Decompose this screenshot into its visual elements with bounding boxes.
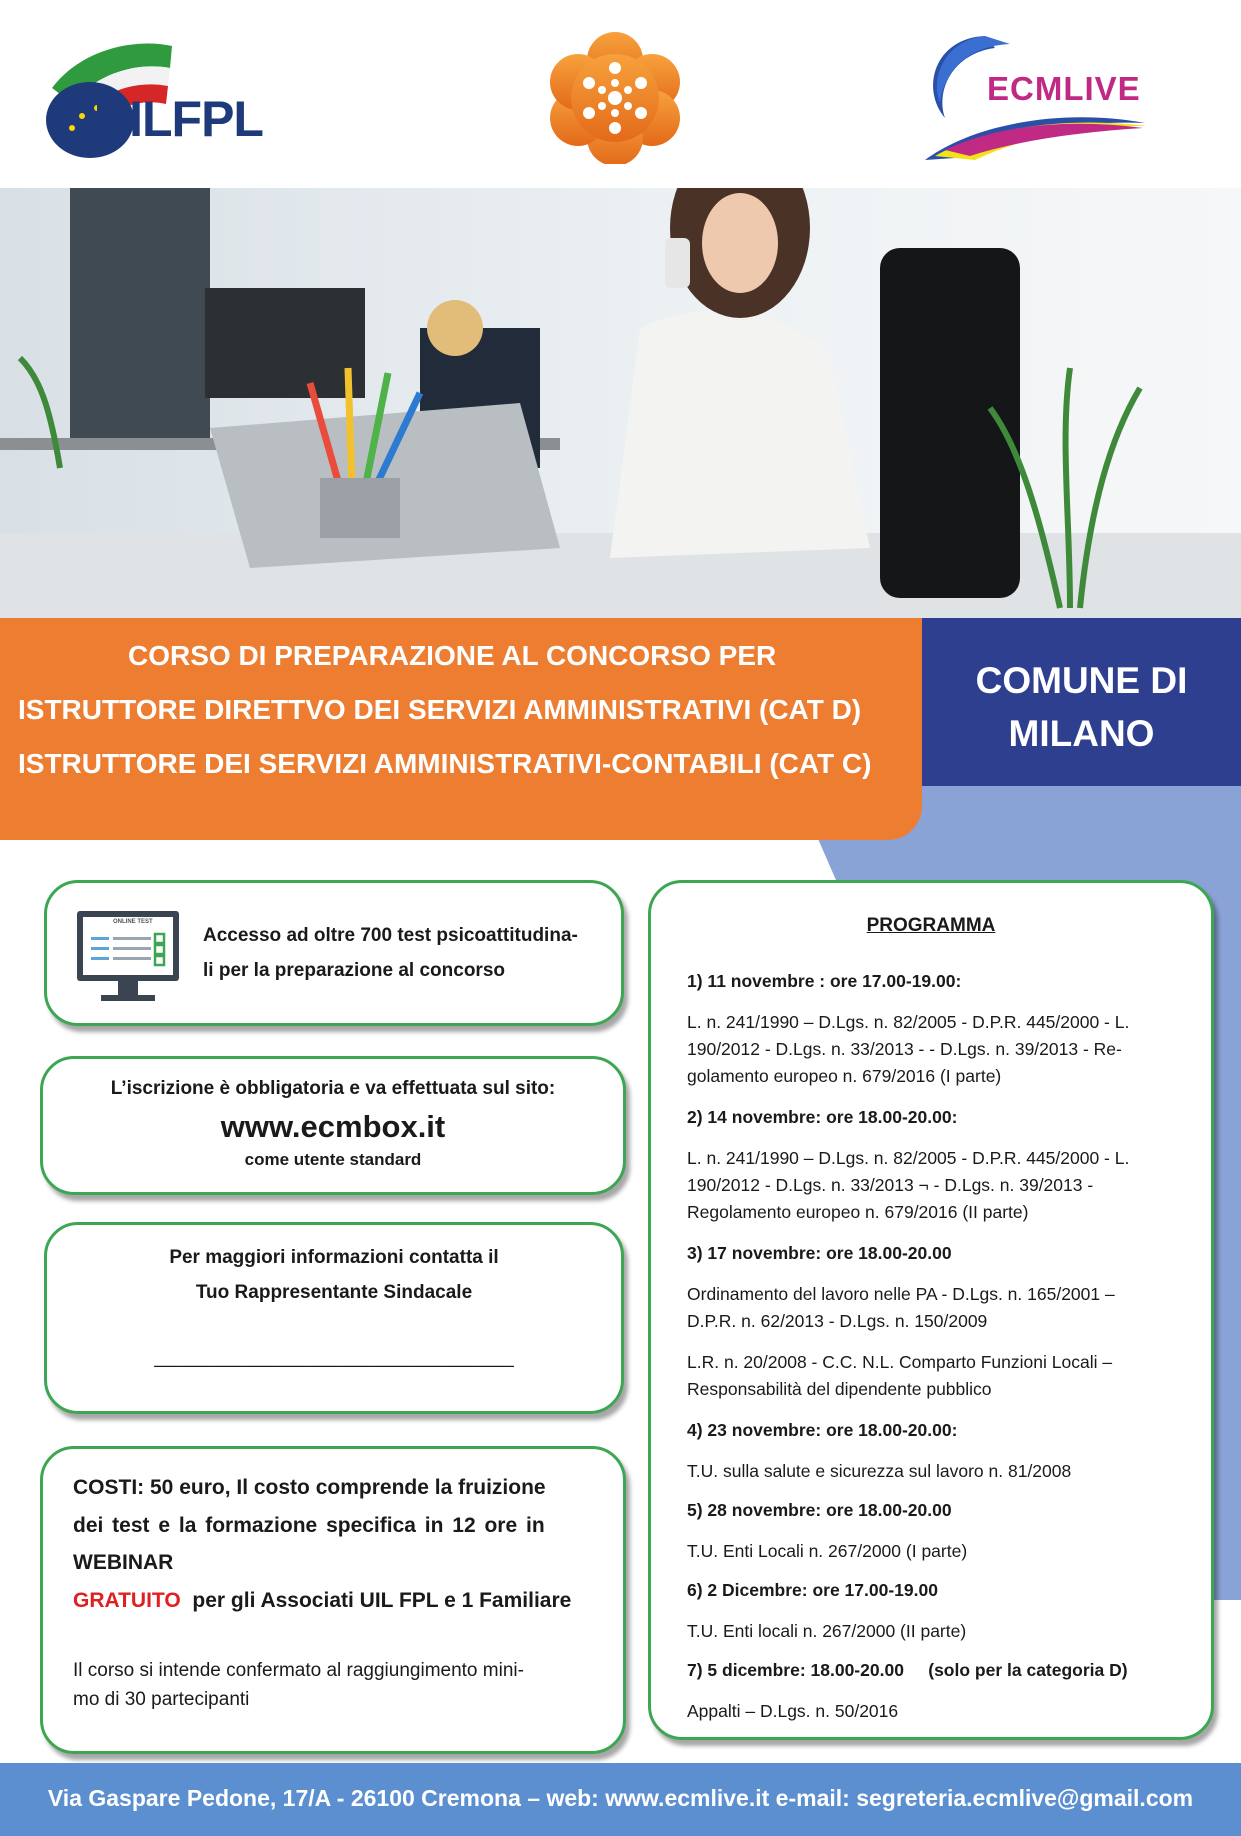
program-session-4-head: 4) 23 novembre: ore 18.00-20.00: [687, 1420, 958, 1440]
course-title-banner [0, 618, 922, 840]
ecmlive-logo [915, 28, 1165, 168]
course-title-line-2: ISTRUTTORE DIRETTVO DEI SERVIZI AMMINISTRATIVI (CAT D) [18, 694, 862, 725]
program-session-2-head: 2) 14 novembre: ore 18.00-20.00: [687, 1107, 958, 1127]
program-session-4-line-1: T.U. sulla salute e sicurezza sul lavoro n. 81/2008 [687, 1461, 1072, 1481]
costs-line-2: dei test e la formazione specifica in 12 ore in [73, 1514, 545, 1537]
costs-note-2: mo di 30 partecipanti [73, 1689, 250, 1710]
online-test-line-1: Accesso ad oltre 700 test psicoattitudina- [203, 925, 578, 946]
program-session-3-line-1: Ordinamento del lavoro nelle PA - D.Lgs. n. 165/2001 – [687, 1284, 1115, 1304]
costs-box [40, 1446, 626, 1754]
info-line-2: Tuo Rappresentante Sindacale [195, 1282, 473, 1303]
program-session-7-line-1: Appalti – D.Lgs. n. 50/2016 [687, 1701, 899, 1721]
costs-line-3: WEBINAR [73, 1551, 174, 1574]
municipality-line-2: MILANO [1008, 713, 1155, 754]
footer-contact-text: Via Gaspare Pedone, 17/A - 26100 Cremona – web: www.ecmlive.it e-mail: segreteria.ecmlive@gmail.com [47, 1785, 1194, 1811]
program-session-3-line-2: D.P.R. n. 62/2013 - D.Lgs. n. 150/2009 [687, 1311, 988, 1331]
municipality-banner [922, 618, 1241, 786]
program-session-1-head: 1) 11 novembre : ore 17.00-19.00: [687, 971, 962, 991]
program-session-3-head: 3) 17 novembre: ore 18.00-20.00 [687, 1243, 952, 1263]
program-session-6-line-1: T.U. Enti locali n. 267/2000 (II parte) [687, 1621, 967, 1641]
info-line-1: Per maggiori informazioni contatta il [169, 1247, 499, 1268]
program-session-1-line-2: 190/2012 - D.Lgs. n. 33/2013 - - D.Lgs. n. 39/2013 - Re- [687, 1039, 1122, 1059]
online-test-line-2: li per la preparazione al concorso [203, 960, 505, 981]
program-title: PROGRAMMA [866, 915, 996, 936]
uilfpl-logo [42, 28, 272, 168]
costs-line-4 [73, 1589, 571, 1613]
program-session-2-line-2: 190/2012 - D.Lgs. n. 33/2013 ¬ - D.Lgs. n. 39/2013 - [687, 1175, 1094, 1195]
ecmlive-logo-text: ECMLIVE [987, 70, 1141, 107]
online-test-box [44, 880, 624, 1026]
office-photo [0, 188, 1241, 618]
program-box [648, 880, 1214, 1740]
online-test-monitor-label: ONLINE TEST [113, 919, 153, 925]
program-session-3-line-4: Responsabilità del dipendente pubblico [687, 1379, 992, 1399]
course-title-line-1: CORSO DI PREPARAZIONE AL CONCORSO PER [128, 640, 777, 671]
program-session-1-line-3: golamento europeo n. 679/2016 (I parte) [687, 1066, 1002, 1086]
program-session-5-line-1: T.U. Enti Locali n. 267/2000 (I parte) [687, 1541, 968, 1561]
course-title-line-3: ISTRUTTORE DEI SERVIZI AMMINISTRATIVI-CONTABILI (CAT C) [18, 748, 872, 779]
program-session-3-line-3: L.R. n. 20/2008 - C.C. N.L. Comparto Funzioni Locali – [687, 1352, 1113, 1372]
program-session-5-head: 5) 28 novembre: ore 18.00-20.00 [687, 1500, 952, 1520]
program-session-7-head: 7) 5 dicembre: 18.00-20.00 (solo per la categoria D) [687, 1660, 1128, 1680]
uilfpl-logo-text: UILFPL [94, 91, 263, 147]
costs-note-1: Il corso si intende confermato al raggiungimento mini- [73, 1660, 524, 1681]
info-signature-line: __________________________________ [154, 1347, 514, 1368]
program-session-1-line-1: L. n. 241/1990 – D.Lgs. n. 82/2005 - D.P.R. 445/2000 - L. [687, 1012, 1130, 1032]
footer-bar [0, 1763, 1241, 1836]
program-session-6-head: 6) 2 Dicembre: ore 17.00-19.00 [687, 1580, 938, 1600]
online-test-monitor-icon [73, 907, 183, 1007]
program-session-2-line-3: Regolamento europeo n. 679/2016 (II parte) [687, 1202, 1029, 1222]
registration-line-3: come utente standard [244, 1150, 422, 1169]
registration-line-1: L’iscrizione è obbligatoria e va effettuata sul sito: [110, 1078, 556, 1099]
registration-site-link[interactable]: www.ecmbox.it [220, 1109, 446, 1144]
costs-line-1: COSTI: 50 euro, Il costo comprende la fruizione [73, 1476, 546, 1499]
program-session-2-line-1: L. n. 241/1990 – D.Lgs. n. 82/2005 - D.P.R. 445/2000 - L. [687, 1148, 1130, 1168]
flower-logo-icon [548, 30, 682, 164]
municipality-line-1: COMUNE DI [975, 660, 1188, 701]
registration-box [40, 1056, 626, 1195]
free-label-rest: per gli Associati UIL FPL e 1 Familiare [192, 1589, 572, 1612]
free-label: GRATUITO [73, 1589, 181, 1612]
info-box [44, 1222, 624, 1414]
